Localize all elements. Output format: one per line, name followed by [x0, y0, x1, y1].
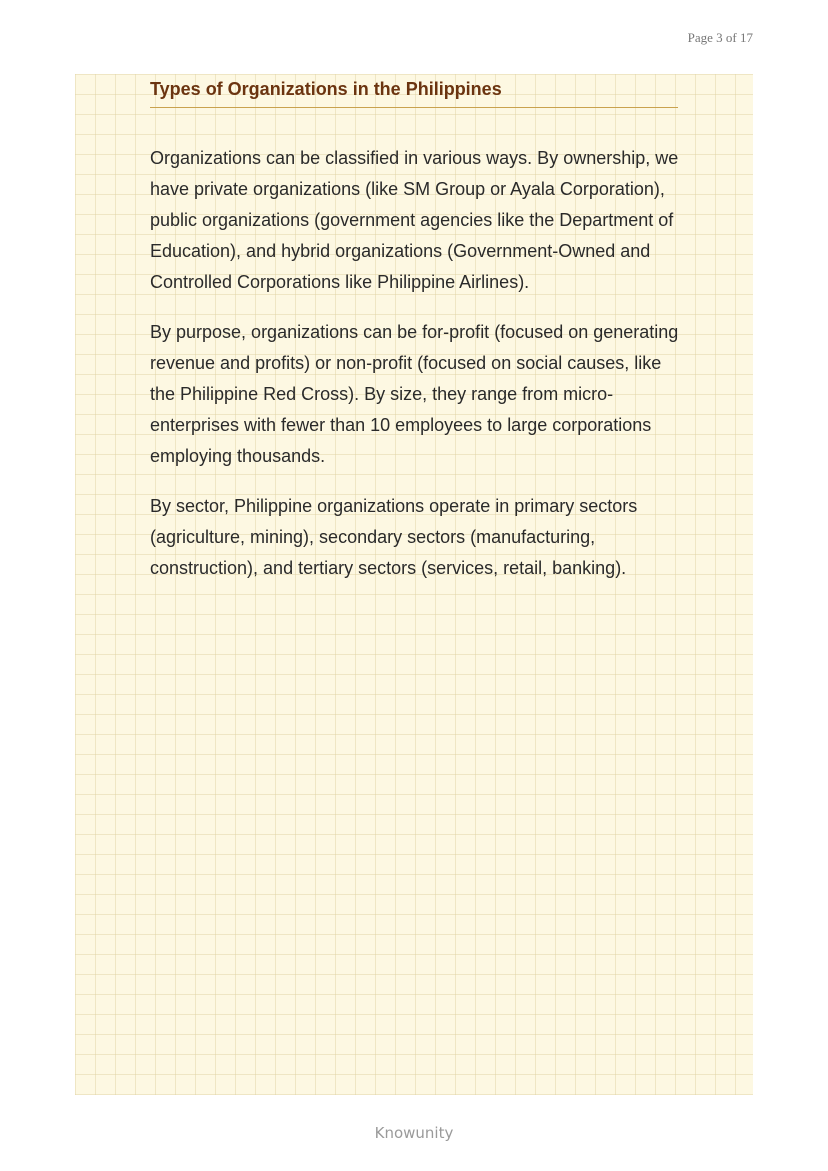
footer-brand-logo: Knowunity	[374, 1124, 454, 1142]
paragraph-ownership: Organizations can be classified in various ways. By ownership, we have private organizations (like SM Group or Ayala Corporation), public organizations (government agencies like the Department of Education), and hybrid organizations (Government-Owned and Controlled Corporations like Philippine Airlines).	[150, 148, 679, 292]
paragraph-purpose-size: By purpose, organizations can be for-profit (focused on generating revenue and profits) or non-profit (focused on social causes, like the Philippine Red Cross). By size, they range from micro-enterprises with fewer than 10 employees to large corporations employing thousands.	[150, 322, 679, 466]
section-heading: Types of Organizations in the Philippines	[150, 79, 678, 108]
paragraph-sector: By sector, Philippine organizations operate in primary sectors (agriculture, mining), secondary sectors (manufacturing, construction), and tertiary sectors (services, retail, banking).	[150, 496, 638, 578]
body-text	[150, 143, 680, 603]
page-number: Page 3 of 17	[687, 30, 753, 45]
grid-paper-sheet	[75, 74, 753, 1095]
